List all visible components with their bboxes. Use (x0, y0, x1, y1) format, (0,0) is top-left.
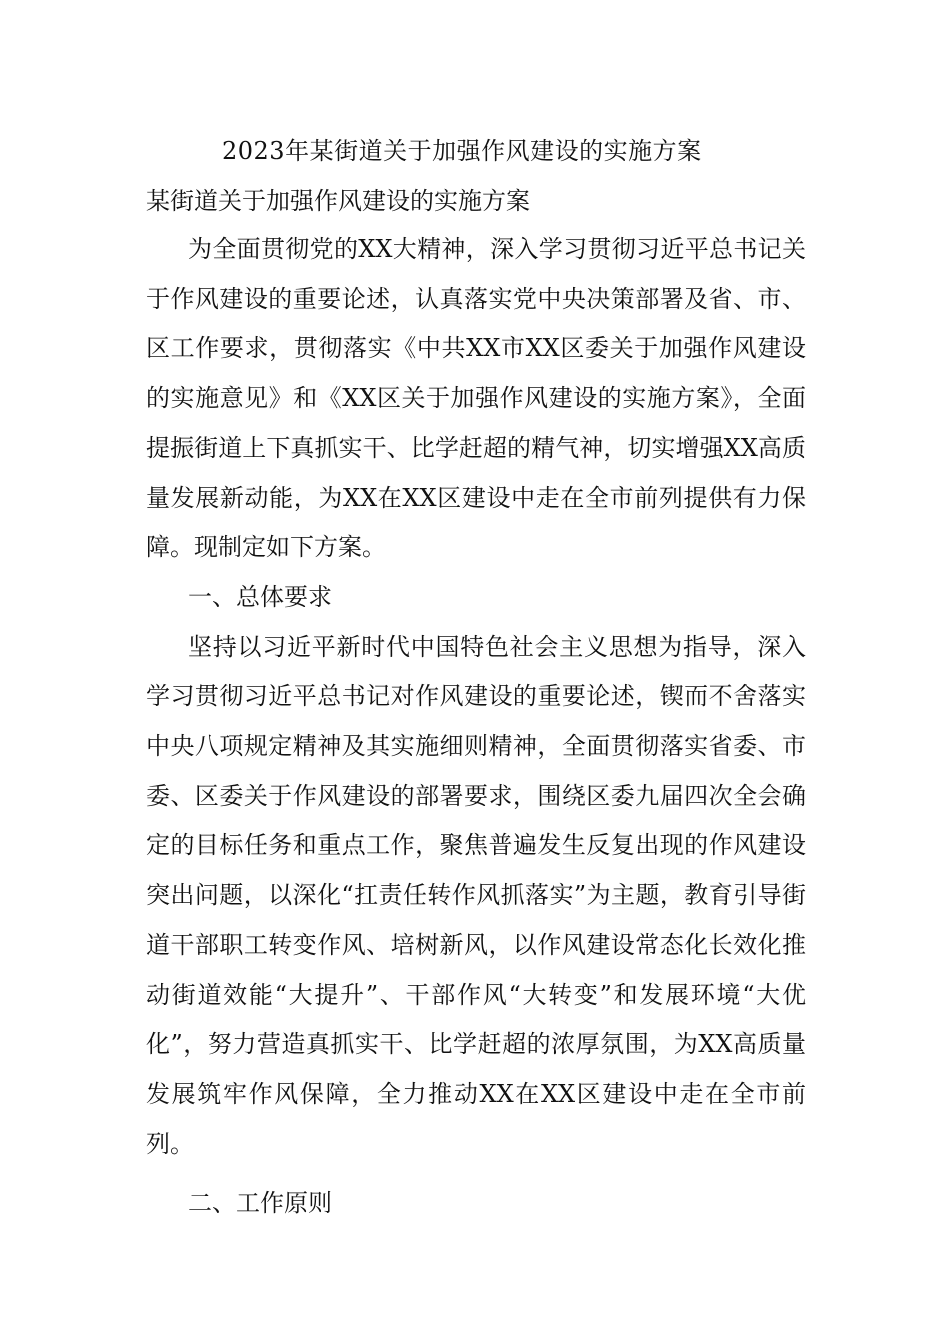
document-title: 2023年某街道关于加强作风建设的实施方案 (222, 137, 702, 165)
document-body (146, 225, 806, 1229)
section-heading-work-principles: 二、工作原则 (188, 1189, 332, 1218)
general-requirements-paragraph: 坚持以习近平新时代中国特色社会主义思想为指导，深入学习贯彻习近平总书记对作风建设的重要论述，锲而不舍落实中央八项规定精神及其实施细则精神，全面贯彻落实省委、市委、区委关于作风建设的部署要求，围绕区委九届四次全会确定的目标任务和重点工作，聚焦普遍发生反复出现的作风建设突出问题，以深化“扛责任转作风抓落实”为主题，教育引导街道干部职工转变作风、培树新风，以作风建设常态化长效化推动街道效能“大提升”、干部作风“大转变”和发展环境“大优化”，努力营造真抓实干、比学赶超的浓厚氛围，为XX高质量发展筑牢作风保障，全力推动XX在XX区建设中走在全市前列。 (146, 632, 806, 1158)
section-heading-general-requirements: 一、总体要求 (188, 582, 332, 611)
intro-paragraph: 为全面贯彻党的XX大精神，深入学习贯彻习近平总书记关于作风建设的重要论述，认真落实党中央决策部署及省、市、区工作要求，贯彻落实《中共XX市XX区委关于加强作风建设的实施意见》和《XX区关于加强作风建设的实施方案》，全面提振街道上下真抓实干、比学赶超的精气神，切实增强XX高质量发展新动能，为XX在XX区建设中走在全市前列提供有力保障。现制定如下方案。 (146, 235, 806, 562)
document-subtitle: 某街道关于加强作风建设的实施方案 (146, 187, 530, 215)
